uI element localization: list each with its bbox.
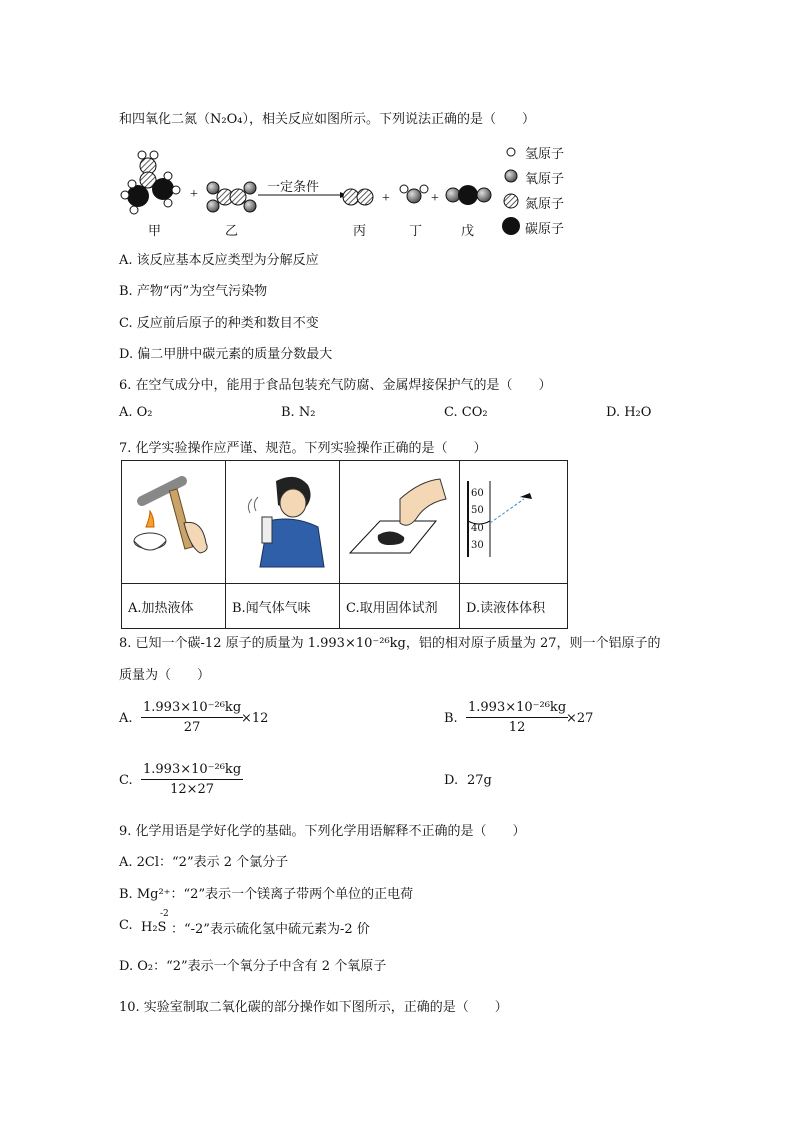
question-7-stem: 7. 化学实验操作应严谨、规范。下列实验操作正确的是（ ） (119, 441, 487, 456)
option-9d: D. O₂：“2”表示一个氧分子中含有 2 个氧原子 (119, 959, 387, 974)
option-6c: C. CO₂ (444, 405, 488, 420)
option-8a-fraction (141, 700, 243, 735)
question-intro: 和四氧化二氮（N₂O₄），相关反应如图所示。下列说法正确的是（ ） (119, 112, 535, 127)
option-8b-label: B. (444, 711, 458, 726)
option-8b-fraction (466, 700, 568, 735)
svg-text:+: + (190, 187, 198, 202)
option-5a: A. 该反应基本反应类型为分解反应 (119, 253, 319, 268)
legend-hydrogen-symbol (507, 148, 515, 156)
question-8-stem-line1: 8. 已知一个碳-12 原子的质量为 1.993×10⁻²⁶kg，铝的相对原子质量为 27，则一个铝原子的 (119, 636, 661, 651)
option-6d: D. H₂O (606, 405, 652, 420)
option-8c-numerator: 1.993×10⁻²⁶kg (143, 762, 242, 777)
option-8a-numerator: 1.993×10⁻²⁶kg (143, 700, 242, 715)
image-heating-liquid (122, 461, 226, 584)
option-9c-charge: -2 (160, 909, 169, 919)
reaction-diagram (118, 140, 588, 240)
reaction-condition: 一定条件 (267, 180, 320, 195)
option-8a-denominator: 27 (183, 720, 201, 735)
label-ding: 丁 (409, 224, 423, 239)
molecule-jia (121, 151, 180, 214)
svg-text:+: + (382, 191, 390, 206)
tick-40: 40 (471, 523, 484, 534)
option-9b: B. Mg²⁺：“2”表示一个镁离子带两个单位的正电荷 (119, 887, 414, 902)
option-8b-suffix: ×27 (566, 711, 594, 726)
label-wu: 戊 (461, 224, 475, 239)
label-yi: 乙 (225, 224, 239, 239)
option-8c-fraction (141, 762, 243, 797)
question-9-stem: 9. 化学用语是学好化学的基础。下列化学用语解释不正确的是（ ） (119, 824, 526, 839)
legend-oxygen: 氧原子 (525, 172, 565, 187)
image-taking-solid (340, 461, 460, 584)
tick-50: 50 (471, 505, 484, 516)
option-7a: A.加热液体 (122, 584, 226, 629)
tick-60: 60 (471, 488, 484, 499)
option-9a: A. 2Cl：“2”表示 2 个氯分子 (119, 855, 289, 870)
option-8d-label: D. (444, 773, 459, 788)
option-8c-label: C. (119, 773, 133, 788)
operations-table (121, 460, 568, 629)
label-jia: 甲 (148, 224, 162, 239)
molecule-wu (446, 185, 491, 205)
option-7b: B.闻气体气味 (226, 584, 340, 629)
option-9c-text: ：“-2”表示硫化氢中硫元素为-2 价 (171, 922, 370, 937)
option-9c-label: C. (119, 918, 133, 933)
image-smelling-gas (226, 461, 340, 584)
molecule-ding (400, 185, 428, 203)
option-8a-suffix: ×12 (241, 711, 269, 726)
option-5d: D. 偏二甲肼中碳元素的质量分数最大 (119, 347, 333, 362)
option-9c-formula: H₂S (141, 920, 167, 935)
option-8c-denominator: 12×27 (170, 782, 215, 797)
option-7c: C.取用固体试剂 (340, 584, 460, 629)
legend-oxygen-symbol (505, 170, 517, 182)
legend-carbon-symbol (502, 217, 520, 235)
legend-nitrogen: 氮原子 (525, 197, 565, 212)
question-10-stem: 10. 实验室制取二氧化碳的部分操作如下图所示，正确的是（ ） (119, 1000, 508, 1015)
option-5c: C. 反应前后原子的种类和数目不变 (119, 316, 319, 331)
label-bing: 丙 (353, 224, 367, 239)
legend-carbon: 碳原子 (525, 222, 565, 237)
legend-nitrogen-symbol (504, 194, 518, 208)
question-6-stem: 6. 在空气成分中，能用于食品包装充气防腐、金属焊接保护气的是（ ） (119, 378, 552, 393)
question-8-stem-line2: 质量为（ ） (119, 668, 211, 683)
option-8d-value: 27g (467, 773, 492, 788)
option-8b-numerator: 1.993×10⁻²⁶kg (468, 700, 567, 715)
option-6b: B. N₂ (281, 405, 316, 420)
option-6a: A. O₂ (119, 405, 153, 420)
option-7d: D.读液体体积 (460, 584, 568, 629)
option-8b-denominator: 12 (508, 720, 526, 735)
molecule-bing (343, 189, 373, 205)
option-8a-label: A. (119, 711, 133, 726)
svg-text:+: + (431, 191, 439, 206)
image-reading-volume (460, 461, 568, 584)
tick-30: 30 (471, 540, 484, 551)
option-5b: B. 产物“丙”为空气污染物 (119, 284, 268, 299)
legend-hydrogen: 氢原子 (525, 147, 565, 162)
molecule-yi (207, 182, 256, 212)
